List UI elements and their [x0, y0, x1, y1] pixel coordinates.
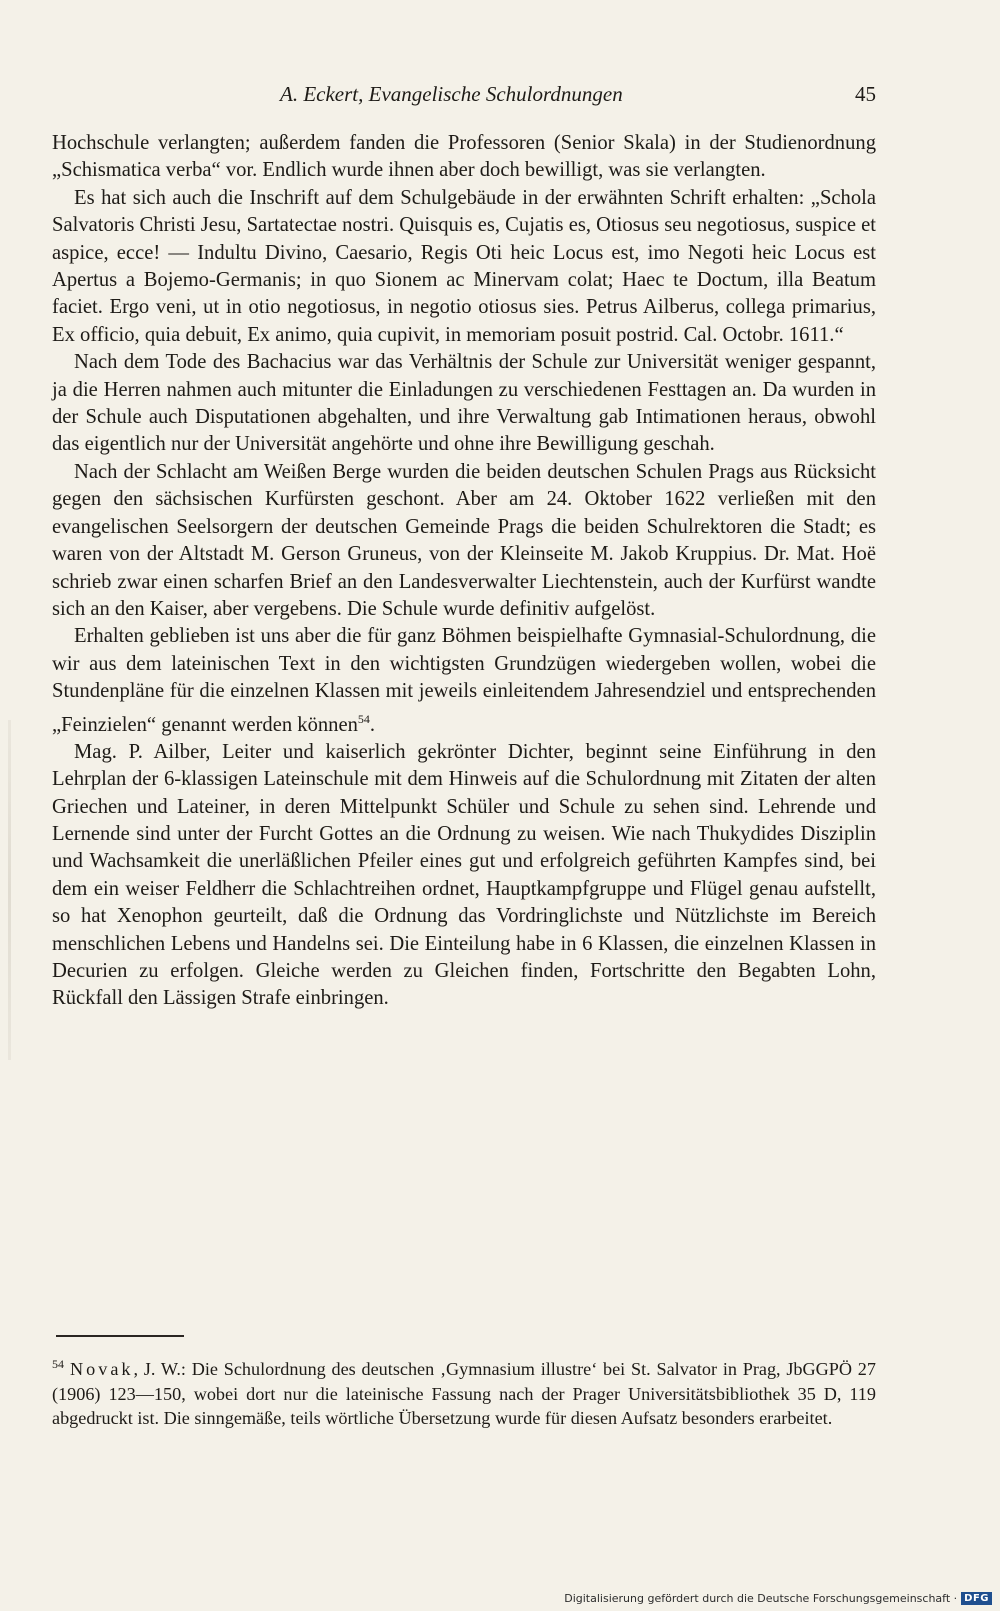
page-header	[52, 82, 876, 116]
paragraph-6: Mag. P. Ailber, Leiter und kaiserlich gekrönter Dichter, beginnt seine Einführung in den Lehrplan der 6-klassigen Lateinschule mit dem Hinweis auf die Schulordnung mit Zitaten der alten Griechen und Lateiner, in deren Mittelpunkt Schüler und Schule zu sehen sind. Lehrende und Lernende sind unter der Furcht Gottes an die Ordnung zu weisen. Wie nach Thukydides Disziplin und Wachsamkeit die unerläßlichen Pfeiler eines gut und erfolgreich geführten Kampfes sind, bei dem ein weiser Feldherr die Schlachtreihen ordnet, Hauptkampfgruppe und Flügel genau aufstellt, so hat Xenophon geurteilt, daß die Ordnung das Vordringlichste und Nützlichste im Bereich menschlichen Lebens und Handelns sei. Die Einteilung habe in 6 Klassen, die einzelnen Klassen in Decurien zu erfolgen. Gleiche werden zu Gleichen finden, Fortschritte den Begabten Lohn, Rückfall den Lässigen Strafe einbringen.	[52, 740, 876, 1010]
scan-gutter-shadow	[8, 720, 11, 1060]
footnote-reference[interactable]: 54	[357, 711, 370, 726]
paragraph-5-end: .	[369, 713, 376, 736]
dfg-logo-icon: DFG	[961, 1592, 992, 1605]
paragraph-1: Hochschule verlangten; außerdem fanden die Professoren (Senior Skala) in der Studienordnung „Schismatica verba“ vor. Endlich wurde ihnen aber doch bewilligt, was sie verlangten.	[52, 132, 876, 182]
footnote	[52, 1352, 876, 1431]
page-number: 45	[855, 82, 876, 106]
credit-text: Digitalisierung gefördert durch die Deutsche Forschungsgemeinschaft ·	[564, 1592, 958, 1605]
footnote-divider	[56, 1335, 184, 1337]
paragraph-4: Nach der Schlacht am Weißen Berge wurden die beiden deutschen Schulen Prags aus Rücksicht gegen den sächsischen Kurfürsten geschont. Aber am 24. Oktober 1622 verließen mit den evangelischen Seelsorgern der deutschen Gemeinde Prags die beiden Schulrektoren die Stadt; es waren von der Altstadt M. Gerson Gruneus, von der Kleinseite M. Jakob Kruppius. Dr. Mat. Hoë schrieb zwar einen scharfen Brief an den Landesverwalter Liechtenstein, auch der Kurfürst wandte sich an den Kaiser, aber vergebens. Die Schule wurde definitiv aufgelöst.	[52, 460, 876, 620]
paragraph-2: Es hat sich auch die Inschrift auf dem Schulgebäude in der erwähnten Schrift erhalten: „Schola Salvatoris Christi Jesu, Sartatectae nostri. Quisquis es, Cujatis es, Otiosus seu negotiosus, suspice et aspice, ecce! — Indultu Divino, Caesario, Regis Oti heic Locus est, imo Negoti heic Locus est Apertus a Bojemo-Germanis; in quo Sionem ac Minervam colat; Haec te Doctum, illa Beatum faciet. Ergo veni, ut in otio negotiosus, in negotio otiosus sies. Petrus Ailberus, collega primarius, Ex officio, quia debuit, Ex animo, quia cupivit, in memoriam posuit postrid. Cal. Octobr. 1611.“	[52, 186, 876, 346]
digitization-credit	[564, 1592, 992, 1605]
paragraph-5-text: Erhalten geblieben ist uns aber die für ganz Böhmen beispielhafte Gymnasial-Schulordnung, die wir aus dem lateinischen Text in den wichtigsten Grundzügen wiedergeben wollen, wobei die Stundenpläne für die einzelnen Klassen mit jeweils einleitendem Jahresendziel und entsprechenden „Feinzielen“ genannt werden können	[52, 625, 876, 736]
footnote-author: Novak	[70, 1359, 134, 1380]
paragraph-5	[52, 623, 876, 738]
paragraph-3: Nach dem Tode des Bachacius war das Verhältnis der Schule zur Universität weniger gespannt, ja die Herren nahmen auch mitunter die Einladungen zu verschiedenen Festtagen an. Da wurden in der Schule auch Disputationen abgehalten, und ihre Verwaltung gab Intimationen heraus, obwohl das eigentlich nur der Universität angehörte und ohne ihre Bewilligung geschah.	[52, 351, 876, 456]
footnote-text: , J. W.: Die Schulordnung des deutschen ‚Gymnasium illustre‘ bei St. Salvator in Prag, JbGGPÖ 27 (1906) 123—150, wobei dort nur die lateinische Fassung nach der Prager Universitätsbibliothek 35 D, 119 abgedruckt ist. Die sinngemäße, teils wörtliche Übersetzung wurde für diesen Aufsatz besonders erarbeitet.	[52, 1359, 876, 1429]
footnote-number: 54	[52, 1357, 64, 1371]
body-text	[52, 130, 876, 1013]
running-head: A. Eckert, Evangelische Schulordnungen	[280, 82, 623, 106]
